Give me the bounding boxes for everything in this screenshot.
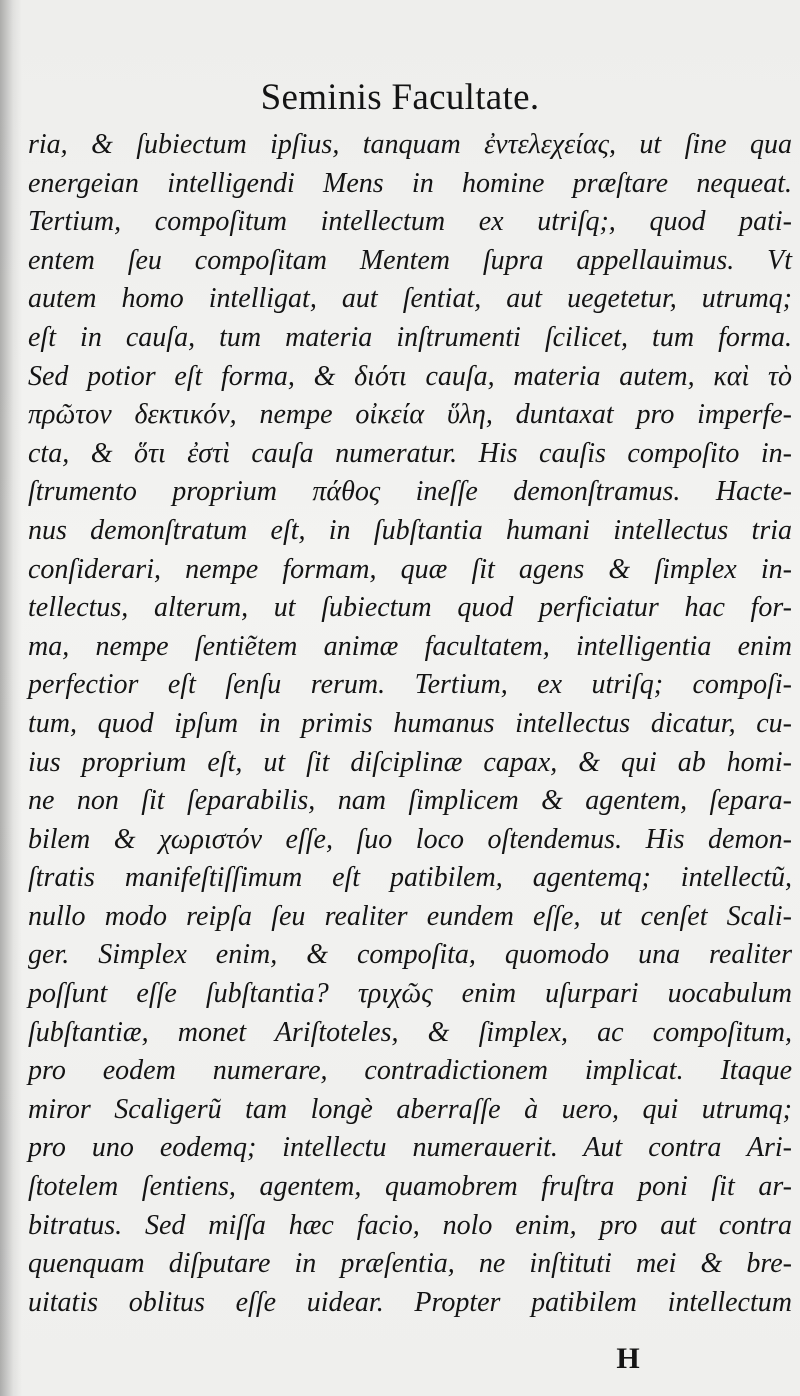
text-line: Tertium, compoſitum intellectum ex utriſq;, quod pati- bbox=[28, 206, 792, 238]
text-line: quenquam diſputare in præſentia, ne inſtituti mei & bre- bbox=[28, 1248, 792, 1280]
text-line: bitratus. Sed miſſa hæc facio, nolo enim, pro aut contra bbox=[28, 1209, 792, 1241]
text-line: nullo modo reipſa ſeu realiter eundem eſſe, ut cenſet Scali- bbox=[28, 900, 792, 932]
text-line: πρῶτον δεκτικόν, nempe οἰκεία ὕλη, duntaxat pro imperfe- bbox=[28, 399, 792, 431]
text-line: poſſunt eſſe ſubſtantia? τριχῶς enim uſurpari uocabulum bbox=[28, 978, 792, 1010]
text-line: ger. Simplex enim, & compoſita, quomodo una realiter bbox=[28, 939, 792, 971]
text-line: bilem & χωριστόν eſſe, ſuo loco oſtendemus. His demon- bbox=[28, 823, 792, 855]
text-line: nus demonſtratum eſt, in ſubſtantia humani intellectus tria bbox=[28, 514, 792, 546]
text-line: eſt in cauſa, tum materia inſtrumenti ſcilicet, tum forma. bbox=[28, 321, 792, 353]
text-line: perfectior eſt ſenſu rerum. Tertium, ex utriſq; compoſi- bbox=[28, 669, 792, 701]
text-line: energeian intelligendi Mens in homine præſtare nequeat. bbox=[28, 167, 792, 199]
text-line: tellectus, alterum, ut ſubiectum quod perficiatur hac for- bbox=[28, 592, 792, 624]
signature-mark: H bbox=[616, 1342, 640, 1375]
text-line: conſiderari, nempe formam, quæ ſit agens & ſimplex in- bbox=[28, 553, 792, 585]
body-text bbox=[28, 126, 792, 1322]
running-title: Seminis Facultate. bbox=[260, 77, 540, 118]
text-line: ius proprium eſt, ut ſit diſciplinæ capax, & qui ab homi- bbox=[28, 746, 792, 778]
gutter-shadow bbox=[0, 0, 22, 1396]
text-line: ſubſtantiæ, monet Ariſtoteles, & ſimplex, ac compoſitum, bbox=[28, 1016, 792, 1048]
text-line: autem homo intelligat, aut ſentiat, aut uegetetur, utrumq; bbox=[28, 283, 792, 315]
text-line: ſtrumento proprium πάθος ineſſe demonſtramus. Hacte- bbox=[28, 476, 792, 508]
text-line: uitatis oblitus eſſe uidear. Propter patibilem intellectum bbox=[28, 1286, 792, 1318]
text-line: ria, & ſubiectum ipſius, tanquam ἐντελεχείας, ut ſine qua bbox=[28, 129, 792, 160]
text-line: ſtotelem ſentiens, agentem, quamobrem fruſtra poni ſit ar- bbox=[28, 1171, 792, 1203]
text-line: cta, & ὅτι ἐστὶ cauſa numeratur. His cauſis compoſito in- bbox=[28, 437, 792, 469]
text-line: pro eodem numerare, contradictionem implicat. Itaque bbox=[28, 1055, 792, 1087]
text-line: entem ſeu compoſitam Mentem ſupra appellauimus. Vt bbox=[28, 244, 792, 276]
text-line: Sed potior eſt forma, & διότι cauſa, materia autem, καὶ τὸ bbox=[28, 360, 792, 392]
text-line: pro uno eodemq; intellectu numerauerit. Aut contra Ari- bbox=[28, 1132, 792, 1164]
text-line: miror Scaligerũ tam longè aberraſſe à uero, qui utrumq; bbox=[28, 1093, 792, 1125]
text-line: ma, nempe ſentiẽtem animæ facultatem, intelligentia enim bbox=[28, 630, 792, 662]
text-line: ſtratis manifeſtiſſimum eſt patibilem, agentemq; intellectũ, bbox=[28, 862, 792, 894]
text-line: tum, quod ipſum in primis humanus intellectus dicatur, cu- bbox=[28, 707, 792, 739]
text-line: ne non ſit ſeparabilis, nam ſimplicem & agentem, ſepara- bbox=[28, 785, 792, 817]
